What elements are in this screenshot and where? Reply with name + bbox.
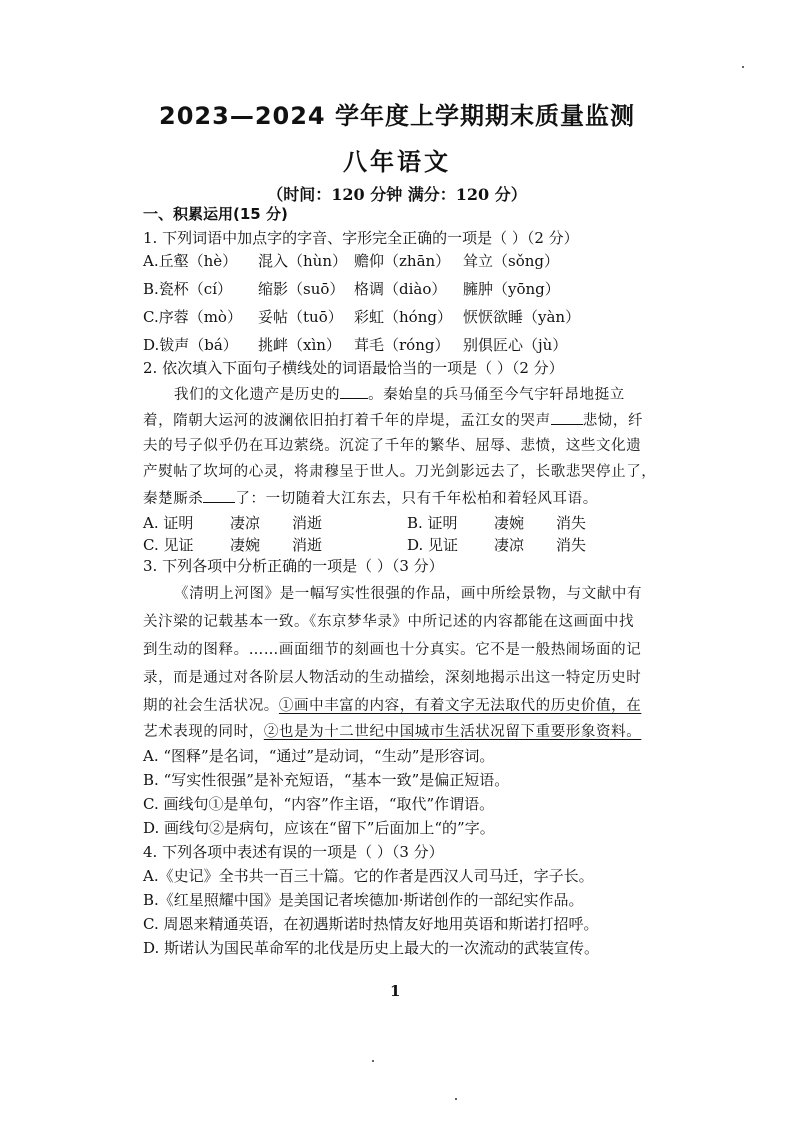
q1-option-b-1: B.瓷杯（cí） (143, 280, 232, 298)
q3-passage-line-6 (143, 722, 641, 742)
q2-passage-line-4: 产熨帖了坎坷的心灵，将肃穆呈于世人。刀光剑影远去了，长歌悲哭停止了， (143, 464, 657, 480)
q1-option-c-1: C.序蓉（mò） (143, 308, 242, 326)
q3-option-c: C. 画线句①是单句，“内容”作主语，“取代”作谓语。 (143, 795, 495, 813)
q4-option-d: D. 斯诺认为国民革命军的北伐是历史上最大的一次流动的武装宣传。 (143, 939, 600, 957)
q3-underlined-sentence-1: ①画中丰富的内容，有着文字无法取代的历史价值，在 (278, 698, 642, 714)
q2-option-d-3: 消失 (556, 536, 587, 554)
q1-option-c-3: 彩虹（hóng） (354, 308, 452, 326)
q3-passage-line-3: 到生动的图释。……画面细节的刻画也十分真实。它不是一般热闹场面的记 (143, 642, 642, 658)
q1-option-d-3: 茸毛（róng） (354, 336, 450, 354)
q2-text-4: 悲恸，纤 (582, 413, 644, 429)
q1-option-a-2: 混入（hùn） (258, 252, 347, 270)
q2-option-d-2: 凄凉 (494, 536, 525, 554)
q1-option-a-1: A.丘壑（hè） (143, 252, 238, 270)
q3-passage-line-1: 《清明上河图》是一幅写实性很强的作品，画中所绘景物，与文献中有 (174, 586, 643, 602)
scan-speck (742, 66, 744, 68)
q2-text-8: 了：一切随着大江东去，只有千年松柏和着轻风耳语。 (235, 491, 598, 507)
q1-option-a-4: 耸立（sǒng） (463, 252, 559, 270)
q2-stem: 2. 依次填入下面句子横线处的词语最恰当的一项是（ ）（2 分） (143, 359, 564, 377)
q2-text-3: 着，隋朝大运河的波澜依旧拍打着千年的岸堤，孟江女的哭声 (143, 413, 551, 429)
q2-blank-3 (203, 488, 235, 503)
section-heading: 一、积累运用(15 分) (143, 205, 288, 223)
q2-passage-line-1 (174, 384, 625, 405)
q2-option-a-2: 凄凉 (230, 514, 261, 532)
q3-option-d: D. 画线句②是病句，应该在“留下”后面加上“的”字。 (143, 819, 495, 837)
q2-option-b-3: 消失 (556, 514, 587, 532)
q2-option-c-3: 消逝 (292, 536, 323, 554)
q2-text-2: 。秦始皇的兵马俑至今气宇轩昂地挺立 (368, 387, 625, 403)
q2-option-c-2: 凄婉 (230, 536, 261, 554)
q1-option-b-4: 臃肿（yōng） (463, 280, 560, 298)
page-number: 1 (390, 982, 401, 1000)
q2-option-a-3: 消逝 (292, 514, 323, 532)
q1-option-c-4: 恹恹欲睡（yàn） (463, 308, 581, 326)
q2-passage-line-5 (143, 488, 598, 509)
q4-option-b: B.《红星照耀中国》是美国记者埃德加·斯诺创作的一部纪实作品。 (143, 891, 584, 909)
q2-option-d-1: D. 见证 (407, 536, 459, 554)
scan-speck (455, 1098, 457, 1100)
q2-option-c-1: C. 见证 (143, 536, 194, 554)
q3-underlined-sentence-2: ②也是为十二世纪中国城市生活状况留下重要形象资料。 (263, 724, 642, 740)
q2-option-b-2: 凄婉 (494, 514, 525, 532)
q1-option-d-2: 挑衅（xìn） (258, 336, 341, 354)
q4-option-c: C. 周恩来精通英语，在初遇斯诺时热情友好地用英语和斯诺打招呼。 (143, 915, 599, 933)
q1-option-d-4: 别俱匠心（jù） (463, 336, 568, 354)
q1-stem: 1. 下列词语中加点字的字音、字形完全正确的一项是（ ）（2 分） (143, 229, 579, 247)
q3-text-7: 艺术表现的同时， (143, 724, 264, 740)
q1-option-a-3: 赡仰（zhān） (354, 252, 451, 270)
q3-option-b: B. “写实性很强”是补充短语，“基本一致”是偏正短语。 (143, 771, 510, 789)
q3-text-5: 期的社会生活状况。 (143, 698, 279, 714)
subject-title: 八年语文 (343, 148, 451, 176)
q3-passage-line-4: 录，而是通过对各阶层人物活动的生动描绘，深刻地揭示出这一特定历史时 (143, 670, 642, 686)
q4-option-a: A.《史记》全书共一百三十篇。它的作者是西汉人司马迁，字子长。 (143, 867, 594, 885)
exam-info: （时间：120 分钟 满分：120 分） (267, 185, 527, 204)
q1-option-d-1: D.钹声（bá） (143, 336, 238, 354)
q2-passage-line-3: 夫的号子似乎仍在耳边萦绕。沉淀了千年的繁华、屈辱、悲愤，这些文化遗 (143, 438, 642, 454)
q2-text-7: 秦楚厮杀 (143, 491, 204, 507)
q1-option-c-2: 妥帖（tuō） (258, 308, 343, 326)
q2-blank-2 (551, 410, 583, 425)
q4-stem: 4. 下列各项中表述有误的一项是（ ）（3 分） (143, 843, 444, 861)
q2-blank-1 (340, 384, 368, 399)
q2-option-b-1: B. 证明 (407, 514, 458, 532)
q1-option-b-2: 缩影（suō） (258, 280, 345, 298)
q2-text-1: 我们的文化遗产是历史的 (174, 387, 341, 403)
q3-stem: 3. 下列各项中分析正确的一项是（ ）（3 分） (143, 557, 444, 575)
q2-passage-line-2 (143, 410, 643, 431)
q3-option-a: A. “图释”是名词，“通过”是动词，“生动”是形容词。 (143, 747, 495, 765)
q3-passage-line-5 (143, 696, 641, 716)
q1-option-b-3: 格调（diào） (354, 280, 447, 298)
scan-speck (372, 1060, 374, 1062)
exam-title: 2023—2024 学年度上学期期末质量监测 (159, 102, 635, 130)
q2-option-a-1: A. 证明 (143, 514, 194, 532)
q3-passage-line-2: 关汴梁的记载基本一致。《东京梦华录》中所记述的内容都能在这画面中找 (143, 614, 635, 630)
